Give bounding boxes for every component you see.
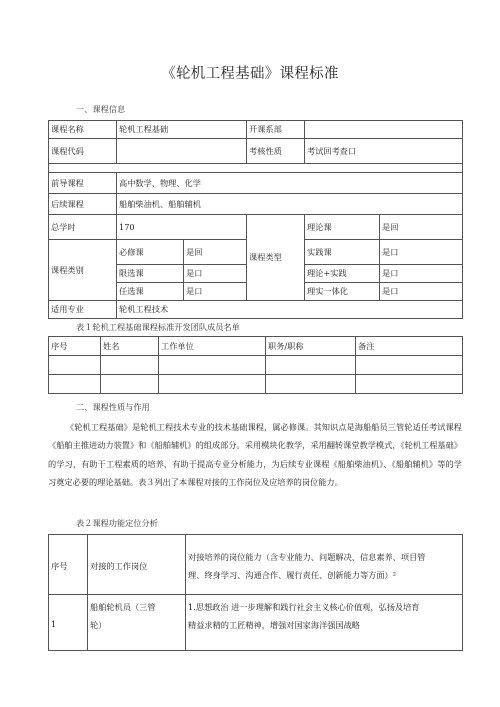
label-course-category: 课程类别 [49,240,117,301]
page-title: 《轮机工程基础》课程标准 [161,66,339,82]
type-practice: 实践课 [305,240,380,265]
func-header-ability-line1: 对接培养的岗位能力（含专业能力、问题解决、信息素养、项目管 [188,552,426,562]
table-row [49,356,463,375]
type-theory-value: 是回 [380,215,463,240]
paragraph-text: 《轮机工程基础》是轮机工程技术专业的技术基础课程，属必修课。其知识点是海船船员三管轮适任考试课程《船舶主推进动力装置》和《船舶辅机》的组成部分。采用模块化教学，采用翻转课堂教学模式，《轮机工程基础》的学习，有助于工程素质的培养，有助于提高专业分析能力，为后续专业课程《船舶柴油机》、《船舶辅机》等的学习奠定必要的理论基础。表３列出了本课程对接的工作岗位及应培养的岗位能力。 [48,422,462,488]
label-followup: 后续课程 [49,194,117,215]
value-department [305,121,463,139]
type-integrated: 理实一体化 [305,283,380,301]
label-course-code: 课程代码 [49,139,117,164]
section-heading-course-info: 一、课程信息 [76,104,126,114]
category-elective: 任选课 [117,283,184,301]
value-course-code [117,139,247,164]
func-header-post: 对接的工作岗位 [88,535,186,595]
course-description-paragraph [48,418,462,492]
func-row-no: 1 [49,595,88,651]
category-restricted-value: 是口 [184,265,247,283]
label-major: 适用专业 [49,301,117,319]
label-course-name: 课程名称 [49,121,117,139]
team-header-no: 序号 [49,337,101,356]
value-exam-type: 考试回考查口 [305,139,463,164]
function-analysis-table [48,534,463,651]
team-header-remark: 备注 [356,337,463,356]
type-practice-value: 是口 [380,240,463,265]
table-row [49,375,463,394]
func-row-ability [186,595,463,651]
func-header-no: 序号 [49,535,88,595]
category-elective-value: 是口 [184,283,247,301]
value-followup: 船舶柴油机、船舶辅机 [117,194,463,215]
type-integrated-value: 是口 [380,283,463,301]
table2-caption: 表２课程功能定位分析 [76,518,158,528]
value-major: 轮机工程技术 [117,301,463,319]
table1-caption: 表１轮机工程基础课程标准开发团队成员名单 [76,322,240,332]
category-required: 必修课 [117,240,184,265]
label-course-type: 课程类型 [247,215,305,301]
func-row-ability-line2: 精益求精的工匠精神，增强对国家海洋强国战略 [188,620,360,630]
category-required-value: 是回 [184,240,247,265]
team-header-title: 职务/职称 [266,337,356,356]
func-row-post-line1: 船舶轮机员（三管 [90,602,156,612]
team-members-table [48,336,463,394]
func-row-post-line2: 轮） [90,620,107,630]
label-prerequisite: 前导课程 [49,173,117,194]
team-header-name: 姓名 [101,337,159,356]
label-total-hours: 总学时 [49,215,117,240]
category-restricted: 限选课 [117,265,184,283]
label-exam-type: 考核性质 [247,139,305,164]
label-department: 开课系部 [247,121,305,139]
func-row-ability-line1: 1.思想政治 进一步理解和践行社会主义核心价值观，弘扬及培育 [188,602,420,612]
func-header-ability-line2: 理、终身学习、沟通合作、履行责任、创新能力等方面）² [188,570,396,580]
func-header-ability [186,535,463,595]
spacer-row [49,164,463,173]
type-theory-practice-value: 是口 [380,265,463,283]
team-header-unit: 工作单位 [159,337,266,356]
type-theory-practice: 理论+实践 [305,265,380,283]
value-course-name: 轮机工程基础 [117,121,247,139]
value-prerequisite: 高中数学、物理、化学 [117,173,463,194]
type-theory: 理论课 [305,215,380,240]
course-info-table [48,120,463,319]
func-row-post [88,595,186,651]
section-heading-course-nature: 二、课程性质与作用 [76,402,150,412]
value-total-hours: 170 [117,215,247,240]
